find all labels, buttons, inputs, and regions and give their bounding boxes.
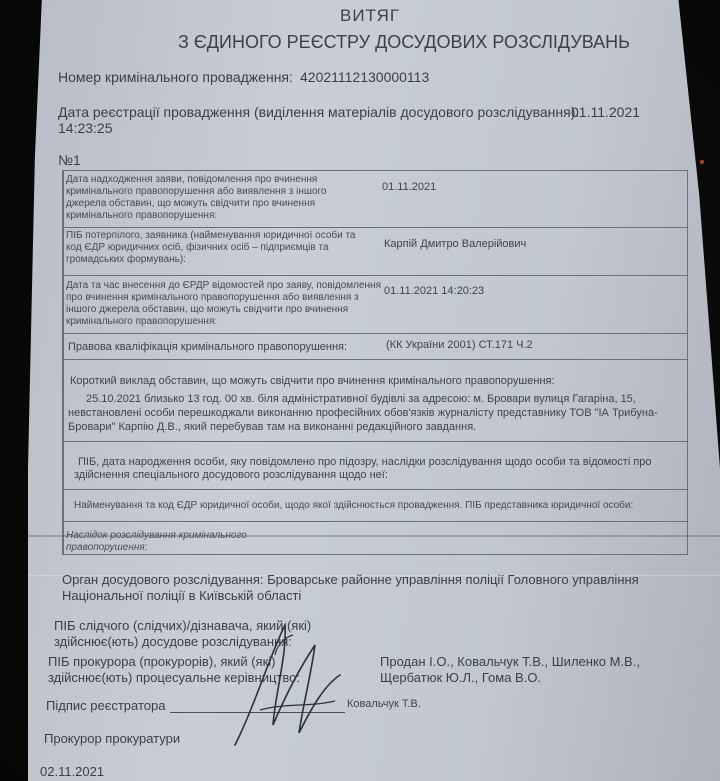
row-entry-datetime-value: 01.11.2021 14:20:23: [384, 285, 485, 297]
registrar-label: Підпис реєстратора: [46, 698, 166, 713]
paper-fold: [28, 535, 720, 537]
registry-table: [62, 170, 688, 555]
investigator-label: ПІБ слідчого (слідчих)/дізнавача, який (які) здійснює(ють) досудове розслідування:: [54, 618, 312, 649]
row-suspect-label: ПІБ, дата народження особи, яку повідомлено про підозру, наслідки розслідування щодо особи та відомості про здійснення спеціального досудового розслідування щодо неї:: [74, 456, 652, 481]
reg-time: 14:23:25: [58, 120, 113, 136]
entry-number: №1: [58, 152, 81, 168]
prosecutor-label: ПІБ прокурора (прокурорів), який (які) здійснює(ють) процесуальне керівництво:: [48, 654, 300, 685]
case-number-label: Номер кримінального провадження:: [58, 69, 293, 85]
prosecutor-value: Продан І.О., Ковальчук Т.В., Шиленко М.В., Щербатюк Ю.Л., Гома В.О.: [380, 654, 640, 685]
row-result-label: Наслідок розслідування кримінального правопорушення:: [66, 530, 247, 553]
row-complaint-date-value: 01.11.2021: [382, 181, 437, 193]
row-qualification-value: (КК України 2001) СТ.171 Ч.2: [386, 339, 533, 351]
organ-label: Орган досудового розслідування:: [62, 572, 264, 587]
prosecutor-office-label: Прокурор прокуратури: [44, 731, 181, 746]
investigation-organ: [62, 572, 712, 604]
doc-title: ВИТЯГ: [340, 6, 401, 25]
row-circumstances-label: Короткий виклад обставин, що можуть свідчити про вчинення кримінального правопорушення:: [70, 375, 555, 387]
row-victim-label: ПІБ потерпілого, заявника (найменування юридичної особи та код ЄДР юридичних осіб, фізичних осіб – підприємців та громадських формувань):: [66, 230, 356, 265]
reg-date-label: Дата реєстрації провадження (виділення матеріалів досудового розслідування):: [58, 104, 580, 120]
doc-subtitle: З ЄДИНОГО РЕЄСТРУ ДОСУДОВИХ РОЗСЛІДУВАНЬ: [178, 32, 630, 52]
row-circumstances-text: 25.10.2021 близько 13 год. 00 хв. біля адміністративної будівлі за адресою: м. Бровари вулиця Гагаріна, 15, невстановлені особи перешкоджали виконанню професійних обов'язків журналісту представнику ТОВ "ІА Трибуна-Бровари" Карпію Д.В., який перебував там на виконанні редакційного завдання.: [68, 393, 658, 433]
row-complaint-date-label: Дата надходження заяви, повідомлення про вчинення кримінального правопорушення або виявлення з іншого джерела обставин, що можуть свідчити про вчинення кримінального правопорушення:: [66, 174, 327, 221]
signature-icon: [215, 615, 365, 755]
row-legal-entity-label: Найменування та код ЄДР юридичної особи, щодо якої здійснюється провадження. ПІБ представника юридичної особи:: [74, 500, 634, 511]
organ-value: Броварське районне управління поліції Головного управління Національної поліції в Київській області: [62, 572, 639, 603]
row-victim-value: Карпій Дмитро Валерійович: [384, 238, 527, 250]
indicator-light: [700, 160, 704, 164]
registrar-name: Ковальчук Т.В.: [347, 698, 421, 710]
reg-date: 01.11.2021: [571, 104, 641, 120]
row-qualification-label: Правова кваліфікація кримінального правопорушення:: [68, 341, 348, 353]
case-number: 42021112130000113: [300, 69, 430, 85]
row-entry-datetime-label: Дата та час внесення до ЄРДР відомостей про заяву, повідомлення про вчинення кримінального правопорушення або виявлення з іншого джерела обставин, що можуть свідчити про вчинення кримінального правопорушення:: [66, 280, 381, 327]
document-date: 02.11.2021: [40, 764, 105, 779]
